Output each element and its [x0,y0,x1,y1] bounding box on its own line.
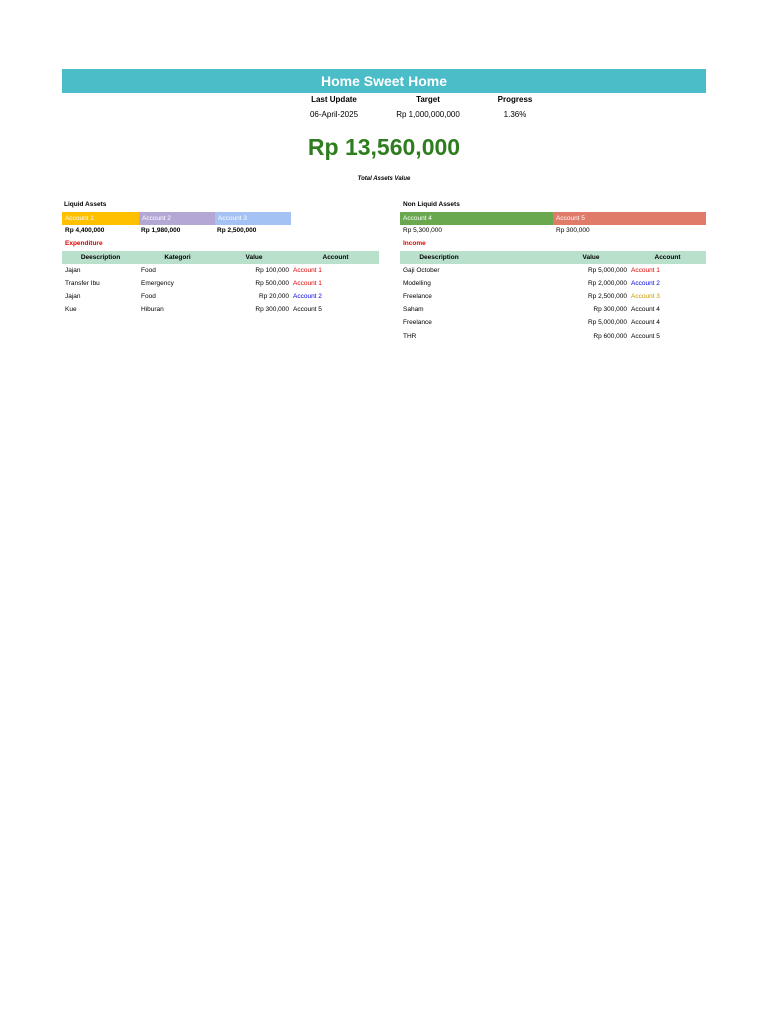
cell-value: Rp 2,000,000 [587,280,627,287]
cell-description: Kue [65,306,77,313]
progress-value: 1.36% [503,110,527,119]
column-header: Kategori [164,254,191,261]
table-row [62,264,379,277]
cell-value: Rp 2,500,000 [587,293,627,300]
column-header: Account [322,254,349,261]
target-value: Rp 1,000,000,000 [396,110,460,119]
cell-account: Account 5 [293,306,322,313]
table-row [62,277,379,290]
cell-account: Account 1 [293,280,322,287]
cell-category: Food [141,267,156,274]
column-header: Value [582,254,600,261]
liquid-account-header: Account 3 [215,212,291,225]
cell-description: Gaji October [403,267,440,274]
table-row [62,303,379,316]
table-row [400,264,706,277]
cell-account: Account 5 [631,333,660,340]
cell-description: Modelling [403,280,431,287]
liquid-account-header: Account 1 [62,212,139,225]
cell-value: Rp 600,000 [593,333,627,340]
cell-description: Jajan [65,293,81,300]
target-label: Target [416,95,440,104]
column-header: Value [245,254,263,261]
income-table-header [400,251,706,264]
expenditure-table-header [62,251,379,264]
cell-account: Account 4 [631,306,660,313]
income-label: Income [403,240,426,247]
liquid-account-value: Rp 2,500,000 [217,227,257,234]
progress-label: Progress [497,95,533,104]
cell-value: Rp 300,000 [255,306,289,313]
cell-value: Rp 100,000 [255,267,289,274]
cell-account: Account 2 [631,280,660,287]
last-update-label: Last Update [311,95,357,104]
cell-category: Food [141,293,156,300]
total-assets-label: Total Assets Value [357,176,411,182]
cell-description: Transfer Ibu [65,280,100,287]
cell-description: Saham [403,306,424,313]
cell-description: Freelance [403,293,432,300]
column-header: Deescription [80,254,121,261]
cell-account: Account 3 [631,293,660,300]
table-row [400,303,706,316]
non-liquid-account-header: Account 5 [553,212,706,225]
table-row [400,290,706,303]
cell-account: Account 1 [631,267,660,274]
page-title: Home Sweet Home [62,69,706,93]
cell-value: Rp 5,000,000 [587,319,627,326]
column-header: Deescription [419,254,459,261]
cell-account: Account 4 [631,319,660,326]
cell-description: THR [403,333,417,340]
non-liquid-account-value: Rp 5,300,000 [403,227,443,234]
total-assets-value: Rp 13,560,000 [307,134,461,160]
non-liquid-account-value: Rp 300,000 [556,227,590,234]
cell-account: Account 1 [293,267,322,274]
last-update-value: 06-April-2025 [309,110,359,119]
cell-value: Rp 20,000 [259,293,289,300]
table-row [400,316,706,329]
table-row [400,277,706,290]
table-row [400,330,706,343]
cell-description: Freelance [403,319,432,326]
expenditure-label: Expenditure [65,240,103,247]
cell-category: Hiburan [141,306,164,313]
liquid-assets-label: Liquid Assets [64,201,107,208]
column-header: Account [654,254,681,261]
cell-value: Rp 500,000 [255,280,289,287]
non-liquid-account-header: Account 4 [400,212,553,225]
cell-value: Rp 300,000 [593,306,627,313]
cell-category: Emergency [141,280,174,287]
liquid-account-header: Account 2 [139,212,215,225]
liquid-account-value: Rp 4,400,000 [65,227,105,234]
non-liquid-assets-label: Non Liquid Assets [403,201,460,208]
cell-account: Account 2 [293,293,322,300]
table-row [62,290,379,303]
cell-value: Rp 5,000,000 [587,267,627,274]
liquid-account-value: Rp 1,980,000 [141,227,181,234]
cell-description: Jajan [65,267,81,274]
